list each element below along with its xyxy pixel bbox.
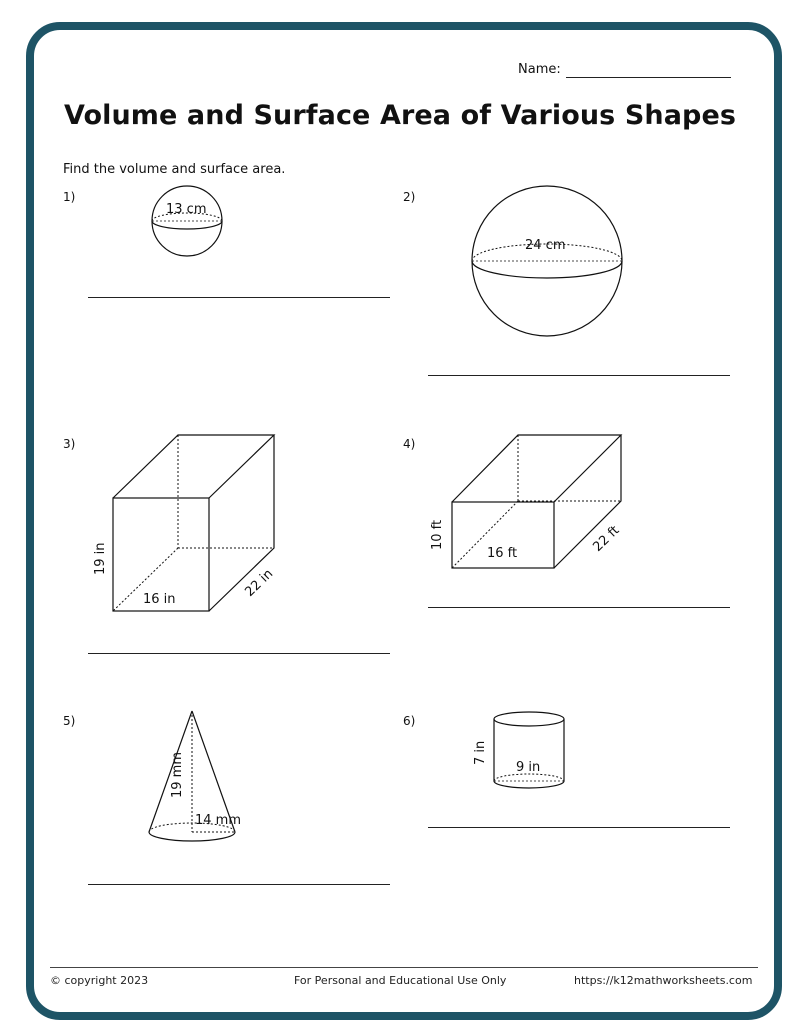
problem-6-height-label: 7 in — [473, 740, 488, 765]
problem-1-sphere — [150, 185, 230, 260]
problem-2-number: 2) — [403, 190, 416, 204]
problem-2-answer-line[interactable] — [428, 375, 730, 376]
problem-3-width-label: 16 in — [143, 592, 176, 607]
problem-6-cylinder — [470, 705, 570, 795]
name-input-line[interactable] — [566, 77, 731, 78]
problem-4-width-label: 16 ft — [487, 546, 518, 561]
footer-url[interactable]: https://k12mathworksheets.com — [574, 974, 753, 987]
problem-4-rectangular-prism — [425, 430, 635, 580]
footer-usage: For Personal and Educational Use Only — [294, 974, 507, 987]
problem-5-answer-line[interactable] — [88, 884, 390, 885]
problem-4-height-label: 10 ft — [430, 519, 445, 550]
problem-5-cone — [140, 705, 250, 850]
problem-5-radius-label: 14 mm — [195, 813, 242, 828]
name-label: Name: — [518, 62, 561, 77]
problem-4-answer-line[interactable] — [428, 607, 730, 608]
page-title: Volume and Surface Area of Various Shapes — [63, 100, 737, 131]
problem-2-diameter-label: 24 cm — [525, 238, 566, 253]
problem-6-answer-line[interactable] — [428, 827, 730, 828]
footer-copyright: © copyright 2023 — [50, 974, 149, 987]
problem-4-depth-label: 22 ft — [590, 523, 623, 555]
problem-1-number: 1) — [63, 190, 76, 204]
problem-3-answer-line[interactable] — [88, 653, 390, 654]
problem-3-height-label: 19 in — [93, 542, 108, 575]
problem-1-diameter-label: 13 cm — [166, 202, 207, 217]
problem-1-answer-line[interactable] — [88, 297, 390, 298]
problem-2-sphere — [470, 185, 625, 337]
footer-divider — [50, 967, 758, 968]
problem-3-number: 3) — [63, 437, 76, 451]
problem-6-diameter-label: 9 in — [516, 760, 541, 775]
problem-3-depth-label: 22 in — [242, 566, 277, 600]
problem-4-number: 4) — [403, 437, 416, 451]
problem-6-number: 6) — [403, 714, 416, 728]
problem-5-number: 5) — [63, 714, 76, 728]
problem-5-height-label: 19 mm — [170, 751, 185, 798]
problem-3-rectangular-prism — [85, 430, 295, 630]
instructions: Find the volume and surface area. — [63, 162, 286, 177]
